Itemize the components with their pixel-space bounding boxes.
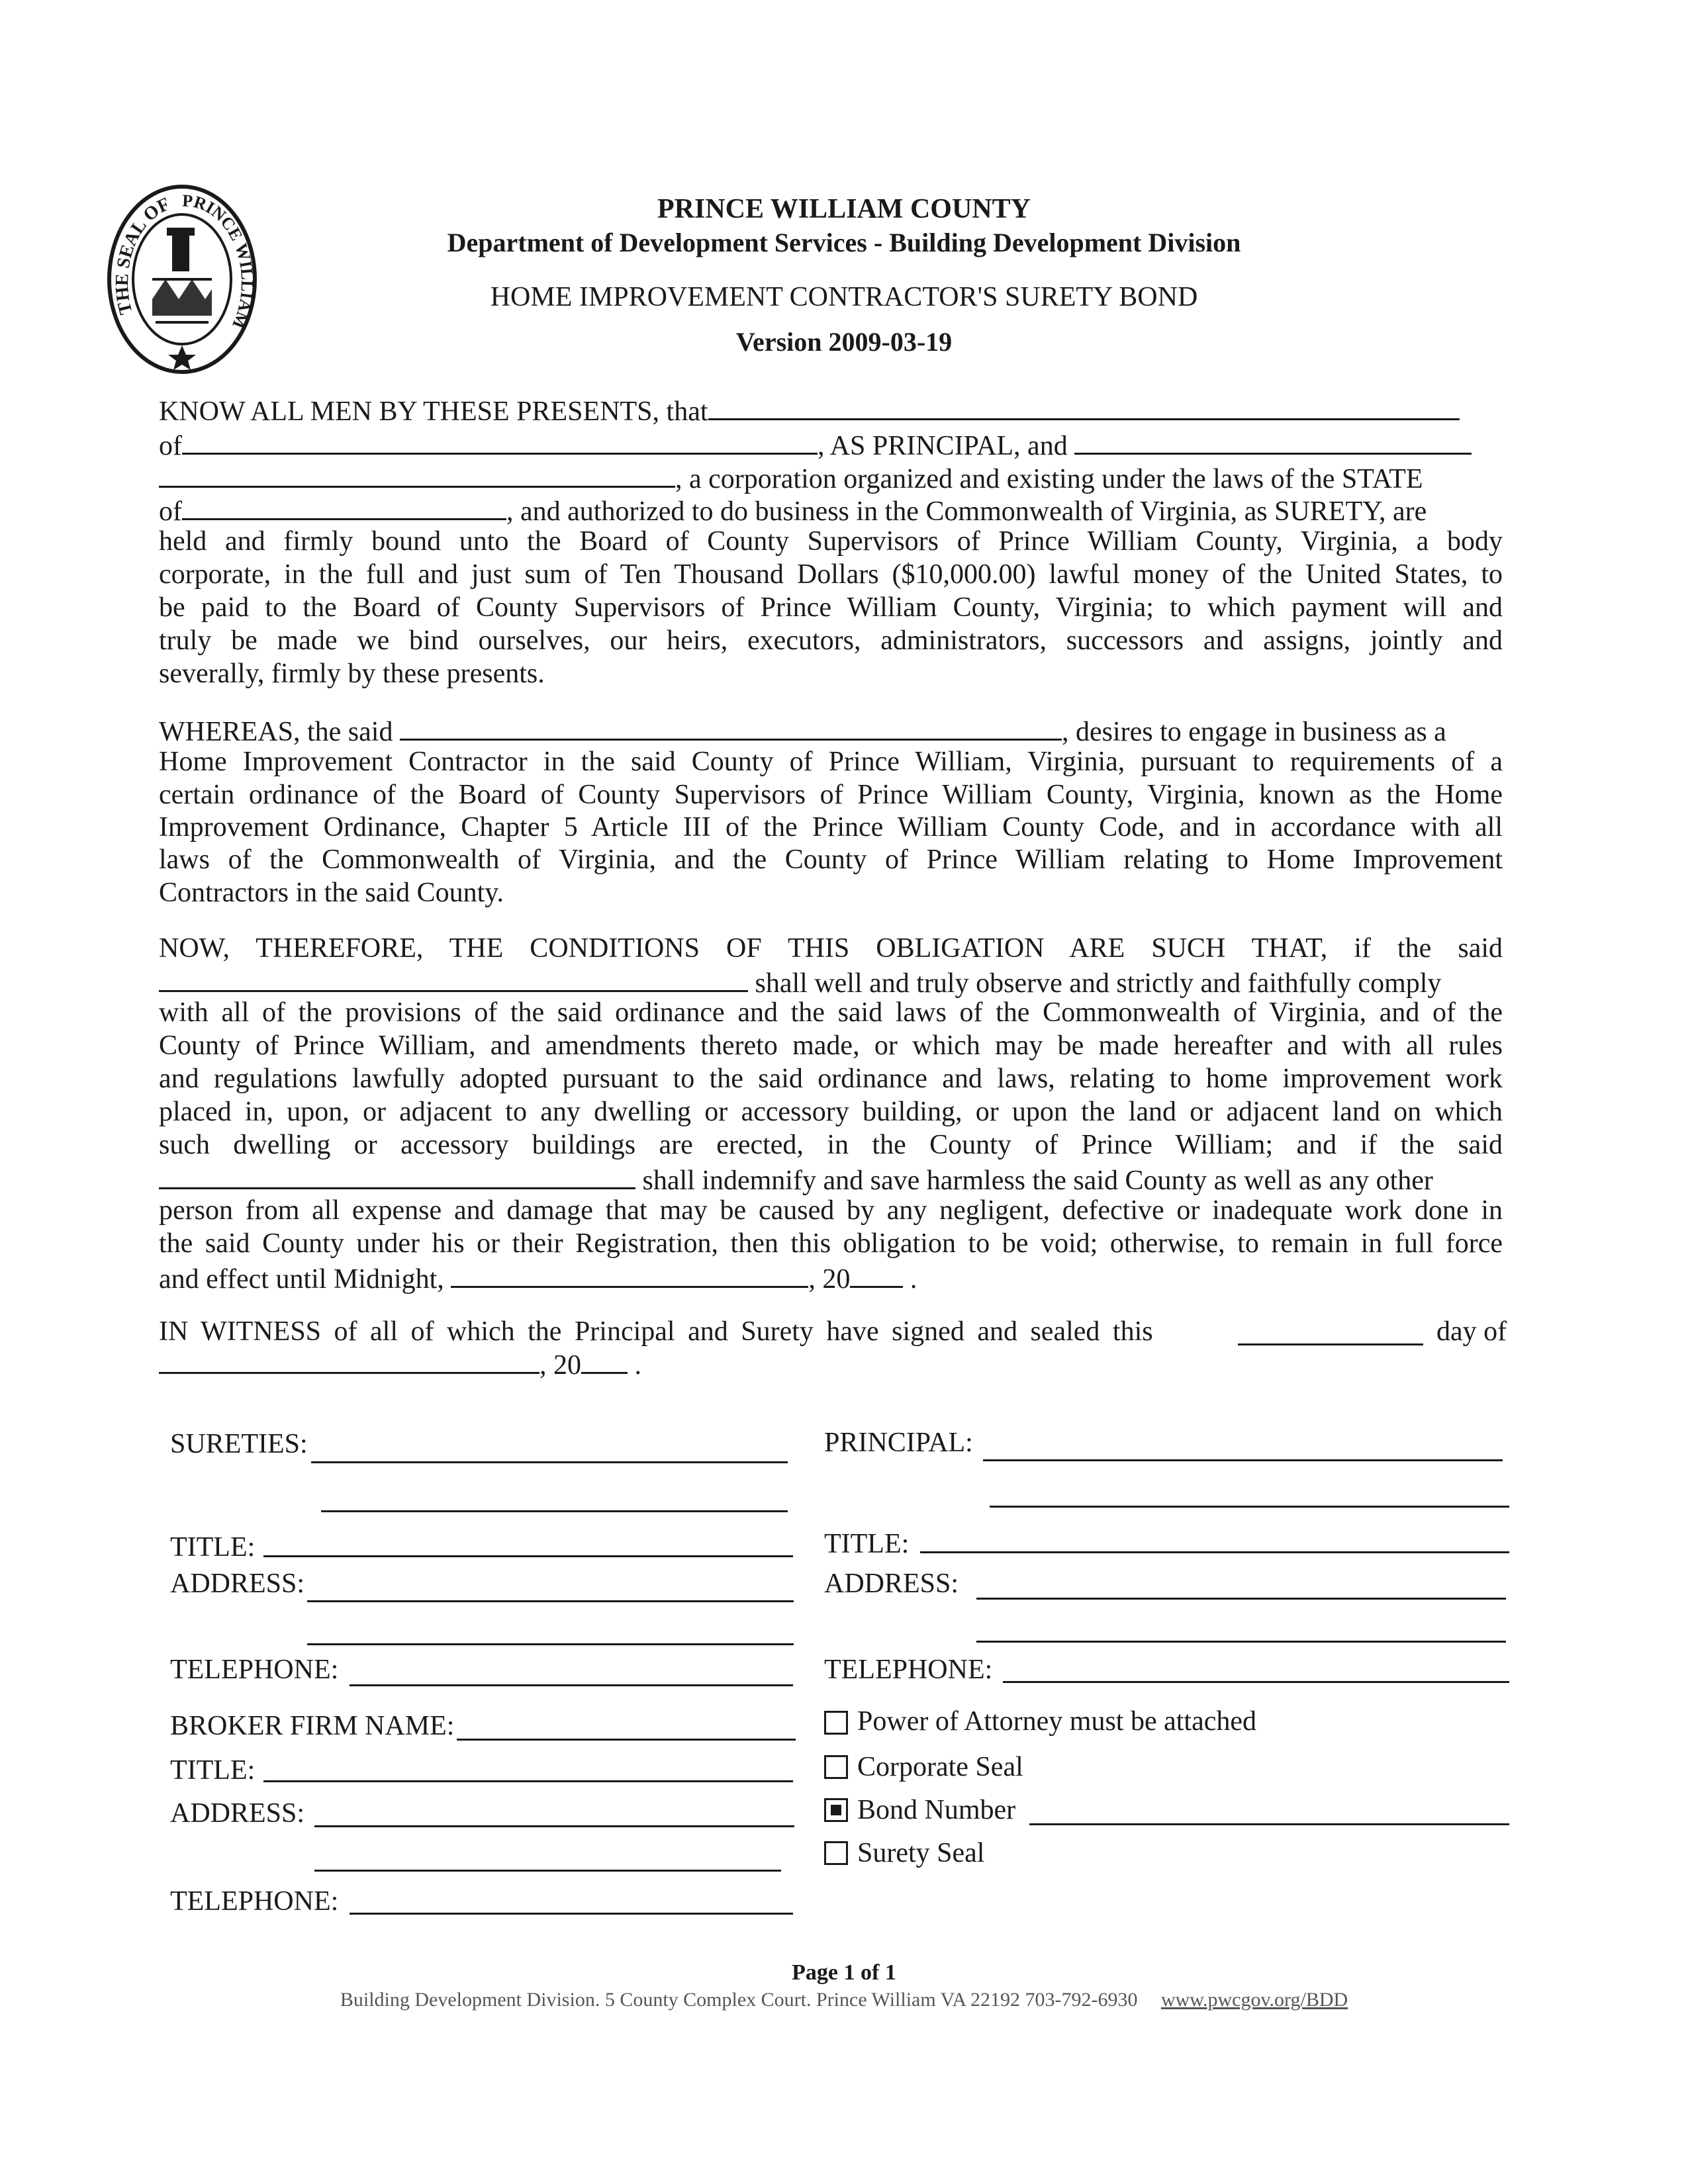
bond-number-line[interactable] (1029, 1823, 1509, 1825)
p1-line-6: corporate, in the full and just sum of Ten Thousand Dollars ($10,000.00) lawful money of the United States, to (159, 559, 1503, 590)
witness-year-prefix: , 20 (539, 1350, 581, 1381)
broker-telephone-label: TELEPHONE: (170, 1886, 339, 1917)
p2-line-5: laws of the Commonwealth of Virginia, and the County of Prince William relating to Home Improvement (159, 844, 1503, 875)
p1-line-1 (159, 392, 1460, 428)
p2-line-1 (159, 712, 1446, 749)
principal-signature-line-2[interactable] (990, 1506, 1509, 1508)
bond-number-checkbox[interactable] (824, 1798, 848, 1822)
p3-line-2 (159, 964, 1441, 1000)
broker-address-line[interactable] (314, 1825, 794, 1827)
witness-text: IN WITNESS of all of which the Principal and Surety have signed and sealed this (159, 1316, 1153, 1347)
surety-telephone-label: TELEPHONE: (170, 1655, 339, 1685)
principal-address-line[interactable] (976, 1598, 1506, 1600)
as-principal-text: , AS PRINCIPAL, and (818, 431, 1068, 461)
whereas-name-blank[interactable] (400, 712, 1062, 741)
p1-line-7: be paid to the Board of County Supervisors of Prince William County, Virginia; to which payment will and (159, 592, 1503, 623)
of-label: of (159, 431, 182, 461)
witness-period: . (634, 1350, 641, 1381)
principal-telephone-label: TELEPHONE: (824, 1655, 993, 1685)
surety-name-blank[interactable] (1074, 426, 1472, 455)
p3-line-9: person from all expense and damage that may be caused by any negligent, defective or inadequate work done in (159, 1195, 1503, 1226)
corporate-seal-checkbox[interactable] (824, 1755, 848, 1779)
witness-year-blank[interactable] (581, 1345, 628, 1374)
p2-line-6: Contractors in the said County. (159, 878, 504, 908)
p2-line-2: Home Improvement Contractor in the said County of Prince William, Virginia, pursuant to requirements of a (159, 747, 1503, 777)
period-text: . (910, 1264, 917, 1295)
principal-label: PRINCIPAL: (824, 1428, 973, 1458)
p3-line-8 (159, 1161, 1433, 1197)
surety-address-line[interactable] (307, 1600, 794, 1602)
authorized-text: , and authorized to do business in the Commonwealth of Virginia, as SURETY, are (506, 496, 1427, 527)
p3-line-7: such dwelling or accessory buildings are erected, in the County of Prince William; and if the said (159, 1130, 1503, 1160)
page-number: Page 1 of 1 (792, 1960, 896, 1985)
p1-line-2 (159, 426, 1472, 463)
broker-address-line-2[interactable] (314, 1870, 781, 1872)
surety-address-line-2[interactable] (307, 1643, 794, 1645)
day-of-text: day of (1436, 1316, 1507, 1347)
of-state-label: of (159, 496, 182, 527)
contractor-name-blank[interactable] (159, 964, 748, 992)
broker-title-line[interactable] (263, 1780, 793, 1782)
sureties-label: SURETIES: (170, 1429, 308, 1459)
surety-telephone-line[interactable] (350, 1684, 793, 1686)
principal-address-label: ADDRESS: (824, 1569, 959, 1599)
until-midnight-text: and effect until Midnight, (159, 1264, 444, 1295)
p3-line-1: NOW, THEREFORE, THE CONDITIONS OF THIS OBLIGATION ARE SUCH THAT, if the said (159, 933, 1503, 964)
footer-line (0, 1987, 1688, 2013)
corporation-text: , a corporation organized and existing under the laws of the STATE (675, 464, 1423, 494)
department-name: Department of Development Services - Building Development Division (447, 228, 1241, 257)
p1-line-8: truly be made we bind ourselves, our heirs, executors, administrators, successors and assigns, jointly and (159, 625, 1503, 656)
witness-month-blank[interactable] (159, 1345, 539, 1374)
footer-url-link[interactable]: www.pwcgov.org/BDD (1160, 1989, 1348, 2011)
county-name: PRINCE WILLIAM COUNTY (657, 194, 1031, 224)
seal-text-right: PRINCE WILLIAM (181, 191, 258, 332)
p3-line-10: the said County under his or their Registration, then this obligation to be void; otherwise, to remain in full force (159, 1228, 1503, 1259)
broker-title-label: TITLE: (170, 1755, 256, 1786)
form-title: HOME IMPROVEMENT CONTRACTOR'S SURETY BOND (490, 282, 1198, 312)
p4-line-1 (159, 1315, 1153, 1348)
surety-title-line[interactable] (263, 1555, 793, 1557)
p3-line-5: and regulations lawfully adopted pursuant to the said ordinance and laws, relating to home improvement work (159, 1064, 1503, 1094)
year-prefix-text: , 20 (808, 1264, 851, 1295)
principal-title-line[interactable] (920, 1551, 1509, 1553)
indemnify-name-blank[interactable] (159, 1161, 635, 1189)
p2-line-4: Improvement Ordinance, Chapter 5 Article III of the Prince William County Code, and in accordance with all (159, 812, 1503, 842)
p3-line-11 (159, 1259, 917, 1296)
indemnify-text: shall indemnify and save harmless the said County as well as any other (642, 1165, 1433, 1196)
broker-telephone-line[interactable] (350, 1913, 793, 1915)
whereas-text: WHEREAS, the said (159, 717, 393, 747)
corporate-seal-label: Corporate Seal (857, 1752, 1023, 1782)
p1-intro-text: KNOW ALL MEN BY THESE PRESENTS, that (159, 396, 708, 427)
county-seal (106, 180, 258, 379)
broker-firm-line[interactable] (457, 1739, 796, 1741)
power-of-attorney-checkbox[interactable] (824, 1711, 848, 1735)
p1-line-5: held and firmly bound unto the Board of County Supervisors of Prince William County, Virginia, a body (159, 526, 1503, 557)
p1-line-4 (159, 492, 1427, 528)
broker-firm-label: BROKER FIRM NAME: (170, 1711, 455, 1741)
shall-observe-text: shall well and truly observe and strictly and faithfully comply (755, 968, 1442, 999)
principal-title-label: TITLE: (824, 1529, 910, 1559)
desires-text: , desires to engage in business as a (1061, 717, 1446, 747)
p2-line-3: certain ordinance of the Board of County Supervisors of Prince William County, Virginia, known as the Home (159, 780, 1503, 810)
p3-line-4: County of Prince William, and amendments thereto made, or which may be made hereafter and with all rules (159, 1030, 1503, 1061)
p3-line-3: with all of the provisions of the said ordinance and the said laws of the Commonwealth of Virginia, and of the (159, 997, 1503, 1028)
principal-address-line-2[interactable] (976, 1641, 1506, 1643)
broker-address-label: ADDRESS: (170, 1798, 305, 1829)
footer-address: Building Development Division. 5 County Complex Court. Prince William VA 22192 703-792-6930 (340, 1989, 1138, 2011)
principal-telephone-line[interactable] (1003, 1681, 1509, 1683)
p3-line-6: placed in, upon, or adjacent to any dwelling or accessory building, or upon the land or adjacent land on which (159, 1097, 1503, 1127)
p1-line-3 (159, 459, 1423, 496)
surety-address-label: ADDRESS: (170, 1569, 305, 1599)
midnight-date-blank[interactable] (451, 1259, 808, 1288)
p4-line-2 (159, 1345, 641, 1382)
p1-line-9: severally, firmly by these presents. (159, 659, 545, 689)
seal-text-left: THE SEAL OF (112, 193, 173, 317)
principal-name-blank[interactable] (708, 392, 1460, 420)
bond-number-label: Bond Number (857, 1795, 1016, 1825)
sureties-signature-line[interactable] (311, 1461, 788, 1463)
surety-title-label: TITLE: (170, 1532, 256, 1563)
power-of-attorney-label: Power of Attorney must be attached (857, 1706, 1257, 1737)
state-blank[interactable] (182, 492, 506, 520)
surety-name-blank-2[interactable] (159, 459, 675, 488)
county-seal-icon (106, 180, 258, 379)
witness-day-blank[interactable] (1238, 1343, 1423, 1345)
sureties-signature-line-2[interactable] (321, 1510, 788, 1512)
form-version: Version 2009-03-19 (735, 327, 953, 357)
midnight-year-blank[interactable] (850, 1259, 903, 1288)
principal-signature-line[interactable] (983, 1459, 1503, 1461)
principal-address-blank[interactable] (182, 426, 818, 455)
surety-seal-checkbox[interactable] (824, 1841, 848, 1865)
surety-seal-label: Surety Seal (857, 1838, 985, 1868)
